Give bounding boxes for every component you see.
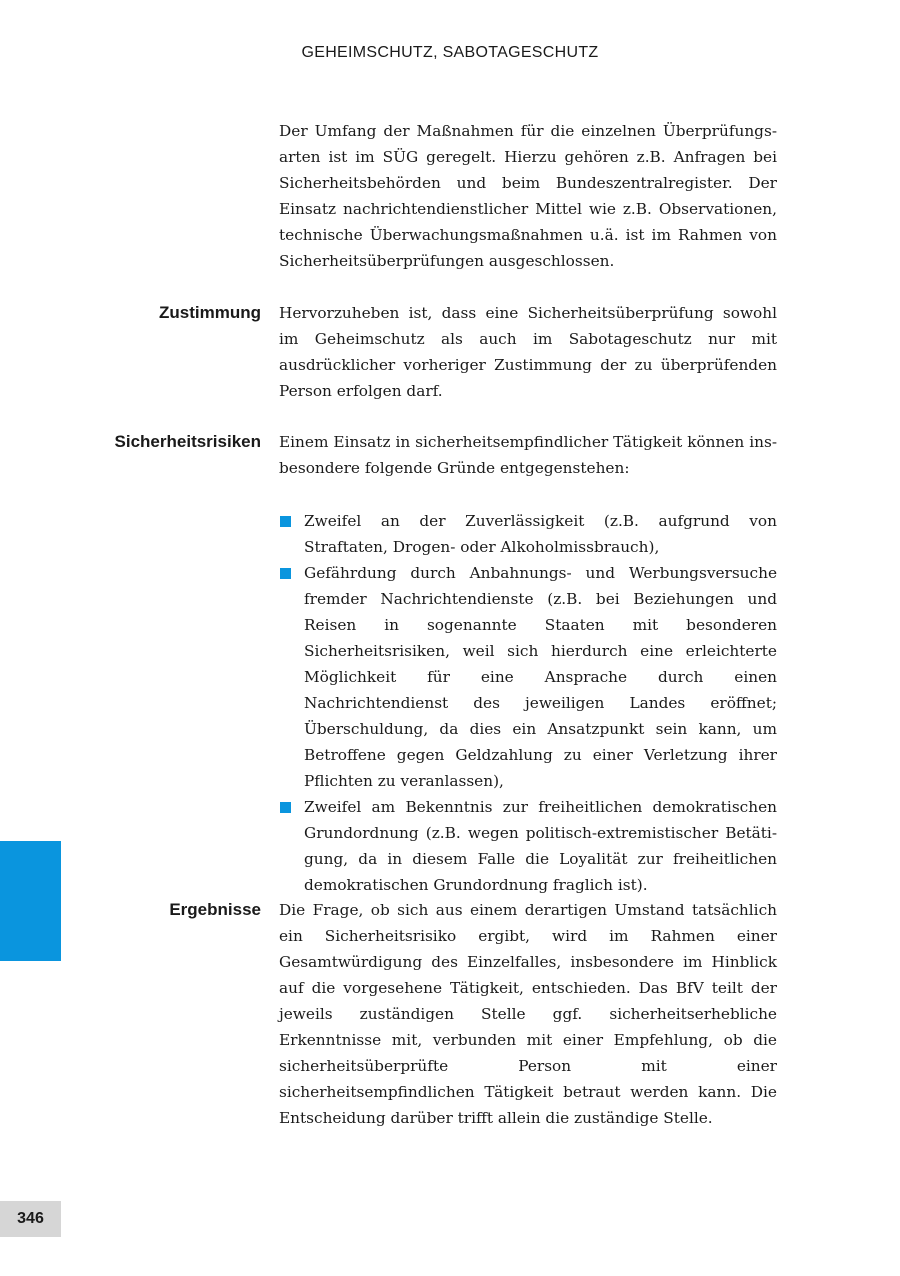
bullet-square-icon	[280, 802, 291, 813]
list-item-text: Zweifel am Bekenntnis zur freiheitlichen demokratischen Grundordnung (z.B. wegen politisch-extremistischer Betätigung, da in diesem Falle die Loyalität zur freiheitlichen demokratischen Grundordnung fraglich ist).	[304, 798, 777, 894]
intro-paragraph: Der Umfang der Maßnahmen für die einzelnen Überprüfungsarten ist im SÜG geregelt. Hierzu gehören z.B. Anfragen bei Sicherheitsbehörden und beim Bundeszentralregister. Der Einsatz nachrichtendienstlicher Mittel wie z.B. Observationen, technische Überwachungsmaßnahmen u.ä. ist im Rahmen von Sicherheitsüberprüfungen ausgeschlossen.	[279, 122, 777, 270]
chapter-side-tab	[0, 841, 61, 961]
page-number: 346	[17, 1210, 44, 1227]
zustimmung-paragraph: Hervorzuheben ist, dass eine Sicherheitsüberprüfung sowohl im Geheimschutz als auch im Sabotageschutz nur mit ausdrücklicher vorheriger Zustimmung der zu überprüfenden Person erfolgen darf.	[279, 304, 777, 400]
bullet-square-icon	[280, 568, 291, 579]
running-header: GEHEIMSCHUTZ, SABOTAGESCHUTZ	[301, 44, 599, 61]
list-item	[279, 560, 777, 794]
sicherheitsrisiken-paragraph: Einem Einsatz in sicherheitsempfindlicher Tätigkeit können insbesondere folgende Gründe entgegenstehen:	[279, 433, 777, 477]
list-item-text: Zweifel an der Zuverlässigkeit (z.B. aufgrund von Straftaten, Drogen- oder Alkoholmissbrauch),	[304, 512, 777, 556]
risk-list	[279, 508, 777, 898]
marginal-heading-zustimmung: Zustimmung	[159, 303, 261, 322]
list-item	[279, 508, 777, 560]
marginal-heading-sicherheitsrisiken: Sicherheitsrisiken	[114, 432, 261, 451]
marginal-heading-ergebnisse: Ergebnisse	[169, 900, 261, 919]
bullet-square-icon	[280, 516, 291, 527]
list-item-text: Gefährdung durch Anbahnungs- und Werbungsversuche fremder Nachrichtendienste (z.B. bei Beziehungen und Reisen in sogenannte Staaten mit besonderen Sicherheitsrisiken, weil sich hierdurch eine erleichterte Möglichkeit für eine Ansprache durch einen Nachrichtendienst des jeweiligen Landes eröffnet; Überschuldung, da dies ein Ansatzpunkt sein kann, um Betroffene gegen Geldzahlung zu einer Verletzung ihrer Pflichten zu veranlassen),	[304, 564, 777, 790]
page-number-box	[0, 1201, 61, 1237]
list-item	[279, 794, 777, 898]
ergebnisse-paragraph: Die Frage, ob sich aus einem derartigen Umstand tatsächlich ein Sicherheitsrisiko ergibt, wird im Rahmen einer Gesamtwürdigung des Einzelfalles, insbesondere im Hinblick auf die vorgesehene Tätigkeit, entschieden. Das BfV teilt der jeweils zuständigen Stelle ggf. sicherheitserhebliche Erkenntnisse mit, verbunden mit einer Empfehlung, ob die sicherheitsüberprüfte Person mit einer sicherheitsempfindlichen Tätigkeit betraut werden kann. Die Entscheidung darüber trifft allein die zuständige Stelle.	[279, 901, 777, 1127]
